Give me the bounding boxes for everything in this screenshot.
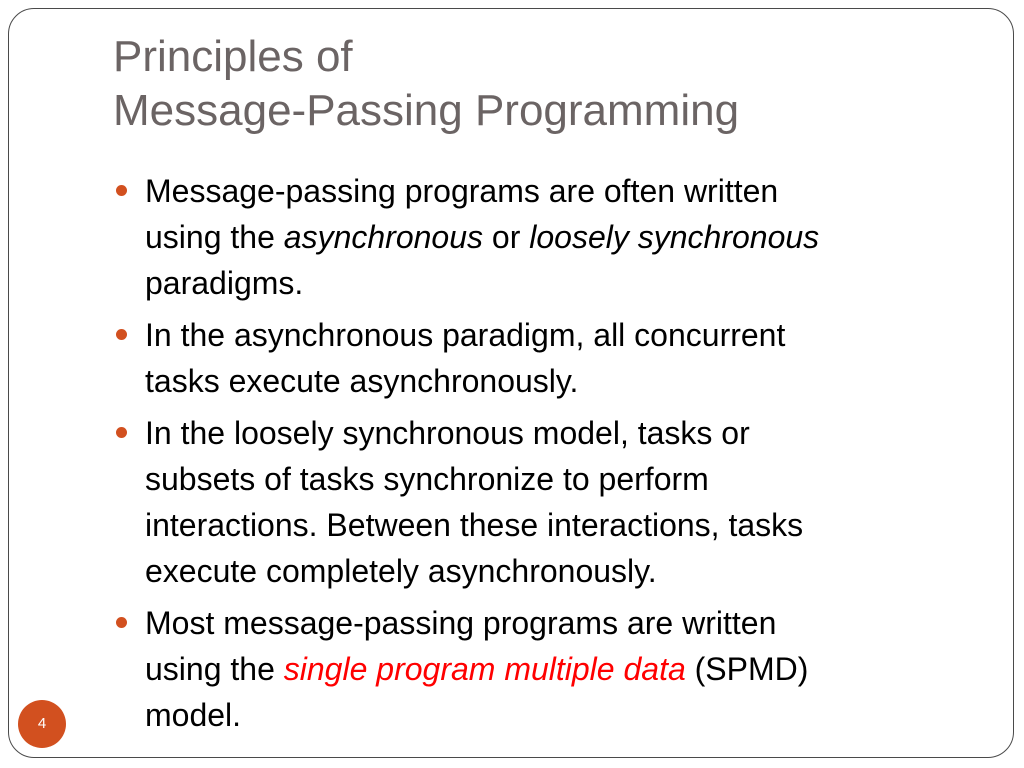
bullet-1-line-2 — [145, 214, 910, 260]
emphasis-spmd: single program multiple data — [283, 651, 686, 687]
text-span: model. — [145, 697, 242, 733]
text-span: paradigms. — [145, 265, 304, 301]
text-span: tasks execute asynchronously. — [145, 363, 579, 399]
bullet-item-2 — [110, 312, 910, 404]
bullet-4-line-1 — [145, 600, 910, 646]
bullet-3-line-3 — [145, 502, 910, 548]
round-bullet-icon — [116, 185, 127, 196]
text-span: In the asynchronous paradigm, all concurrent — [145, 317, 786, 353]
bullet-item-3 — [110, 410, 910, 594]
emphasis-loosely-synchronous: loosely synchronous — [529, 219, 820, 255]
text-span: subsets of tasks synchronize to perform — [145, 461, 709, 497]
text-span: using the — [145, 651, 284, 687]
round-bullet-icon — [116, 329, 127, 340]
page-number-badge: 4 — [18, 700, 66, 748]
title-line-2: Message-Passing Programming — [113, 86, 740, 135]
bullet-4-line-2 — [145, 646, 910, 692]
text-span: Most message-passing programs are written — [145, 605, 777, 641]
text-span: interactions. Between these interactions, tasks — [145, 507, 804, 543]
text-span: In the loosely synchronous model, tasks or — [145, 415, 750, 451]
round-bullet-icon — [116, 617, 127, 628]
text-span: execute completely asynchronously. — [145, 553, 657, 589]
text-span: or — [483, 219, 530, 255]
bullet-1-line-1 — [145, 168, 910, 214]
bullet-item-4 — [110, 600, 910, 738]
bullet-1-line-3 — [145, 260, 910, 306]
text-span: (SPMD) — [685, 651, 809, 687]
text-span: Message-passing programs are often written — [145, 173, 779, 209]
emphasis-asynchronous: asynchronous — [283, 219, 483, 255]
text-span: using the — [145, 219, 284, 255]
slide-title — [113, 30, 739, 138]
bullet-list — [110, 168, 910, 744]
title-line-1: Principles of — [113, 32, 353, 81]
bullet-3-line-1 — [145, 410, 910, 456]
bullet-2-line-1 — [145, 312, 910, 358]
bullet-item-1 — [110, 168, 910, 306]
bullet-3-line-4 — [145, 548, 910, 594]
bullet-4-line-3 — [145, 692, 910, 738]
bullet-3-line-2 — [145, 456, 910, 502]
bullet-2-line-2 — [145, 358, 910, 404]
round-bullet-icon — [116, 427, 127, 438]
